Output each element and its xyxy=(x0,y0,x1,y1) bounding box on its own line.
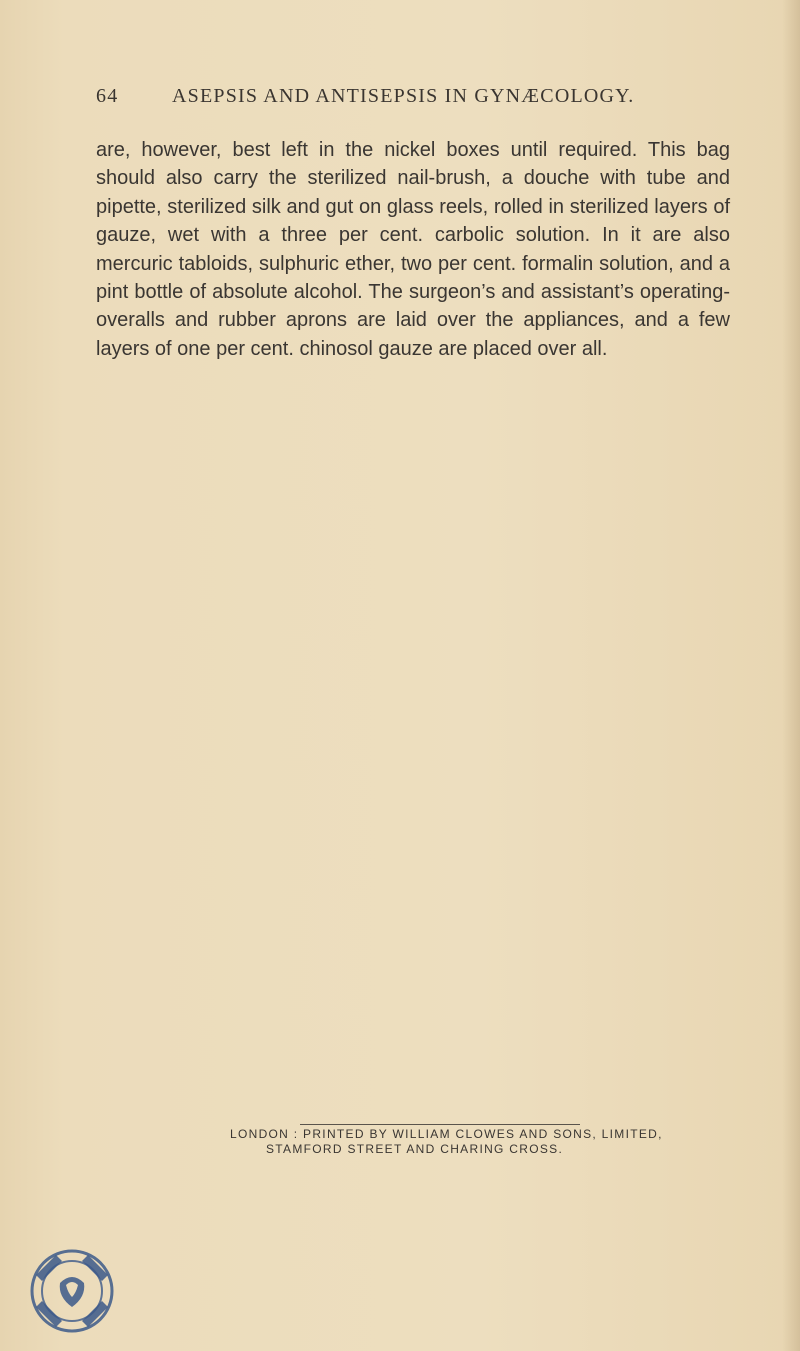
imprint-line-2: STAMFORD STREET AND CHARING CROSS. xyxy=(266,1142,564,1156)
body-text xyxy=(96,136,730,363)
printer-imprint xyxy=(230,1127,750,1157)
page-edge-shadow xyxy=(782,0,800,1351)
running-head-title: ASEPSIS AND ANTISEPSIS IN GYNÆCOLOGY. xyxy=(172,85,635,107)
imprint-line-1: LONDON : PRINTED BY WILLIAM CLOWES AND SONS, LIMITED, xyxy=(230,1127,663,1141)
running-head xyxy=(96,85,736,115)
library-stamp-icon xyxy=(26,1245,118,1337)
page-number: 64 xyxy=(96,85,119,107)
body-paragraph: are, however, best left in the nickel boxes until required. This bag should also carry the sterilized nail-brush, a douche with tube and pipette, sterilized silk and gut on glass reels, rolled in sterilized layers of gauze, wet with a three per cent. carbolic solution. In it are also mercuric tabloids, sulphuric ether, two per cent. formalin solution, and a pint bottle of absolute alcohol. The surgeon’s and assistant’s operating-overalls and rubber aprons are laid over the appliances, and a few layers of one per cent. chinosol gauze are placed over all. xyxy=(96,139,730,360)
imprint-rule xyxy=(300,1124,580,1125)
